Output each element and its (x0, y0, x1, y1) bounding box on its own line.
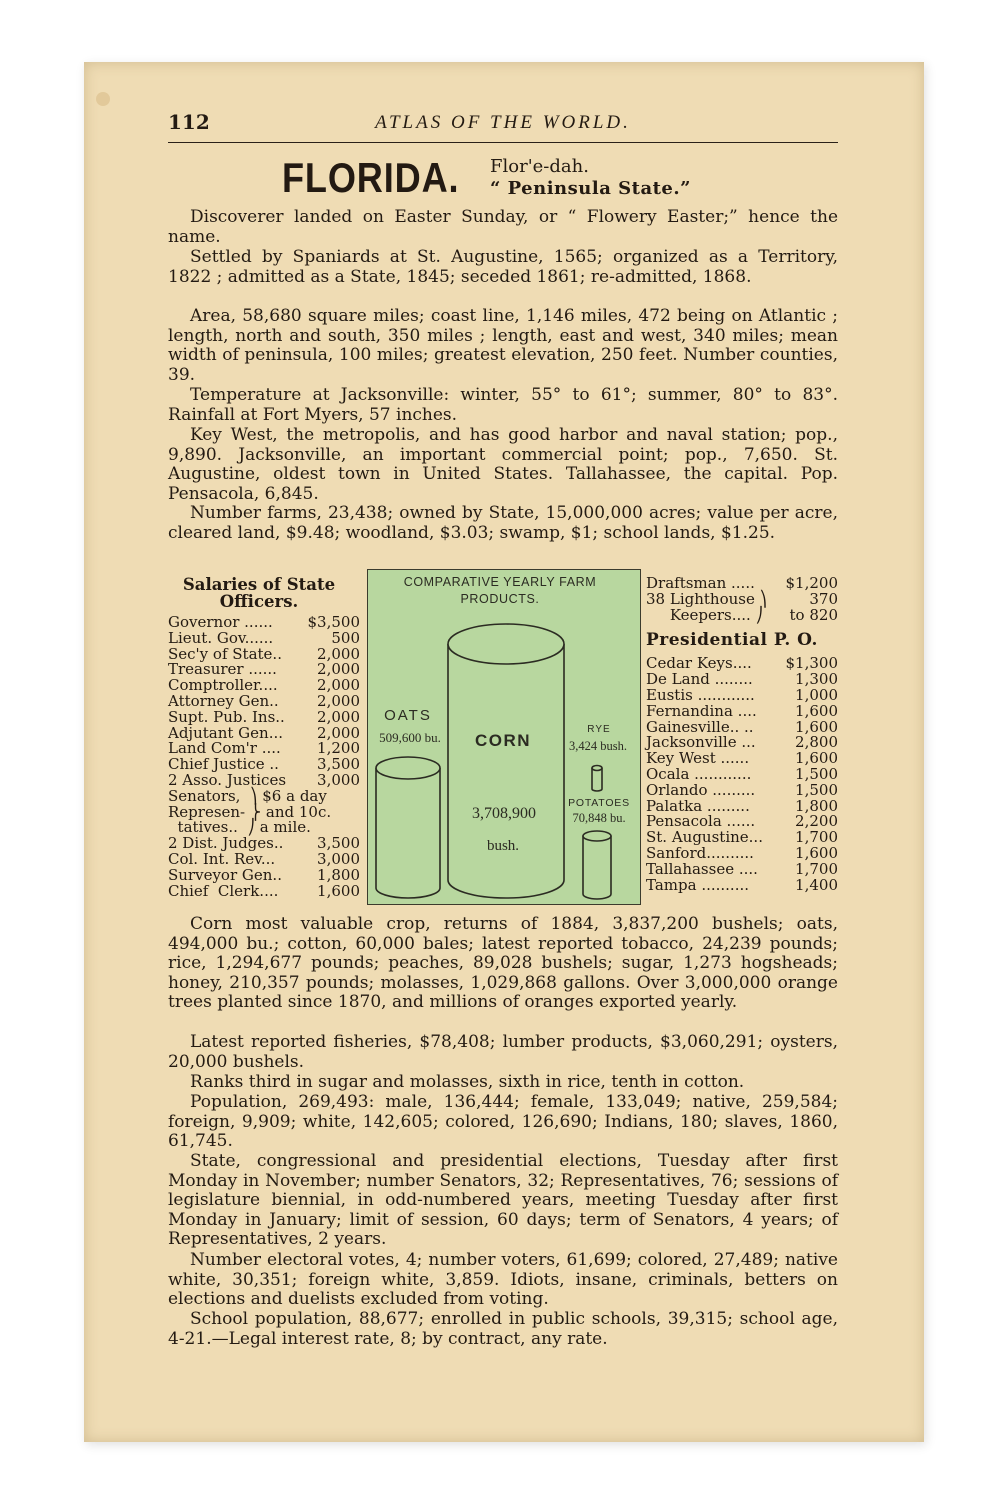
paragraph: School population, 88,677; enrolled in public schools, 39,315; school age, 4-21.—Legal interest rate, 8; by contract, any rate. (168, 1309, 838, 1349)
salary-row-value: 3,000 (317, 770, 360, 789)
pronunciation: Flor'e-dah. (490, 156, 589, 177)
rye-label: RYE (587, 724, 611, 735)
running-header (168, 110, 838, 143)
salary-row-label: Attorney Gen.. (168, 691, 279, 710)
salary-row-label: Chief Justice .. (168, 755, 279, 774)
salary-row-label: Chief Clerk.... (168, 881, 279, 900)
corn-unit: bush. (486, 838, 520, 854)
salary-row-value: 3,000 (317, 849, 360, 868)
oats-value: 509,600 bu. (379, 730, 441, 745)
right-column (646, 576, 838, 893)
staff-row-value: 370 (809, 589, 838, 608)
paragraph: Number farms, 23,438; owned by State, 15,000,000 acres; value per acre, cleared land, $9.48; woodland, $3.03; swamp, $1; school lands, $1.25. (168, 503, 838, 543)
potatoes-value: 70,848 bu. (572, 811, 626, 825)
post-office-row-label: Key West ...... (646, 749, 750, 768)
salary-row-label: Supt. Pub. Ins.. (168, 707, 285, 726)
paragraph: Corn most valuable crop, returns of 1884, 3,837,200 bushels; oats, 494,000 bu.; cotton, 60,000 bales; latest reported tobacco, 24,239 pounds; rice, 1,294,677 pounds; peaches, 89,028 bushels; sugar, 1,273 hogsheads; honey, 210,357 pounds; molasses, 1,029,868 gallons. Over 3,000,000 orange trees planted since 1870, and millions of oranges exported yearly. (168, 914, 838, 1013)
post-office-row-value: 1,600 (795, 717, 838, 736)
salary-row-label: Col. Int. Rev... (168, 849, 276, 868)
chart-title-line1: COMPARATIVE YEARLY FARM (403, 575, 597, 589)
salaries-column (168, 576, 360, 899)
salary-row-value: 1,800 (317, 865, 360, 884)
salary-row-label: Represen- ⎬ and 10c. (168, 802, 332, 821)
salary-row (168, 881, 360, 900)
po-heading: Presidential P. O. (646, 630, 818, 651)
post-office-row-label: Ocala ............ (646, 764, 752, 783)
post-office-row-value: 1,600 (795, 749, 838, 768)
staff-row-value: $1,200 (785, 574, 838, 592)
post-office-row-value: 1,600 (795, 843, 838, 862)
salary-row-label: Sec'y of State.. (168, 644, 282, 663)
corn-label: CORN (474, 731, 532, 750)
salary-row-value: 500 (331, 628, 360, 647)
salary-row-label: Lieut. Gov...... (168, 628, 274, 647)
rye-value: 3,424 bush. (569, 739, 627, 753)
salary-row-label: Senators, ⎞ $6 a day (168, 786, 327, 805)
post-office-row-label: Palatka ......... (646, 796, 750, 815)
chart-title-line2: PRODUCTS. (460, 592, 540, 606)
post-office-row-label: Sanford.......... (646, 843, 754, 862)
salary-row-label: 2 Dist. Judges.. (168, 834, 284, 853)
salary-row-value: 2,000 (317, 660, 360, 679)
post-office-row-label: St. Augustine... (646, 828, 763, 847)
post-office-row-value: 1,800 (795, 796, 838, 815)
running-title: ATLAS OF THE WORLD. (375, 112, 631, 133)
staff-row (646, 605, 838, 624)
salary-row-value: 2,000 (317, 676, 360, 695)
salaries-heading: Salaries of State Officers. (182, 575, 336, 611)
post-office-row-value: 1,600 (795, 701, 838, 720)
staff-row-value: to 820 (789, 605, 838, 624)
post-office-row-label: Jacksonville ... (646, 733, 756, 752)
post-office-row-label: Orlando ......... (646, 780, 756, 799)
post-office-row-value: 1,500 (795, 780, 838, 799)
post-office-row-label: Tampa .......... (646, 875, 750, 894)
paragraph: Number electoral votes, 4; number voters, 61,699; colored, 27,489; native white, 30,351; foreign white, 3,859. Idiots, insane, criminals, betters on elections and duelists excluded from voting. (168, 1250, 838, 1310)
nickname: “ Peninsula State.” (490, 178, 691, 199)
staff-row-label: Keepers.... ⎠ (646, 605, 764, 624)
paragraph: Key West, the metropolis, and has good harbor and naval station; pop., 9,890. Jacksonville, an important commercial point; pop., 7,650. St. Augustine, oldest town in United States. Tallahassee, the capital. Pop. Pensacola, 6,845. (168, 425, 838, 504)
post-office-row-label: Pensacola ...... (646, 812, 756, 831)
salary-row-label: Comptroller.... (168, 676, 278, 695)
salary-row-label: 2 Asso. Justices (168, 770, 287, 789)
post-office-row-value: $1,300 (785, 654, 838, 673)
oats-cylinder (376, 757, 440, 898)
paragraph: Area, 58,680 square miles; coast line, 1,146 miles, 472 being on Atlantic ; length, north and south, 350 miles ; length, east and west, 340 miles; mean width of peninsula, 100 miles; greatest elevation, 250 feet. Number counties, 39. (168, 306, 838, 385)
state-title: FLORIDA. (282, 154, 460, 201)
page-number: 112 (168, 110, 210, 134)
salary-row-value: 2,000 (317, 644, 360, 663)
salary-row-value: 2,000 (317, 691, 360, 710)
salary-row-label: Land Com'r .... (168, 739, 281, 758)
paragraph: Discoverer landed on Easter Sunday, or “ Flowery Easter;” hence the name. (168, 207, 838, 247)
salary-row-value: 1,200 (317, 739, 360, 758)
paragraph: State, congressional and presidential elections, Tuesday after first Monday in November; number Senators, 32; Representatives, 76; sessions of legislature biennial, in odd-numbered years, meeting Tuesday after first Monday in January; limit of session, 60 days; term of Senators, 4 years; of Representatives, 2 years. (168, 1151, 838, 1250)
corn-cylinder (448, 624, 564, 898)
post-office-row-value: 1,700 (795, 828, 838, 847)
post-office-row-value: 2,200 (795, 812, 838, 831)
salary-row-value: 2,000 (317, 723, 360, 742)
post-office-row-value: 1,700 (795, 859, 838, 878)
punch-hole (96, 92, 110, 106)
salary-row-value: 3,500 (317, 834, 360, 853)
salary-row-value: 3,500 (317, 755, 360, 774)
post-office-row-label: Eustis ............ (646, 685, 755, 704)
potatoes-label: POTATOES (568, 797, 630, 809)
corn-value: 3,708,900 (472, 805, 536, 822)
paragraph: Ranks third in sugar and molasses, sixth in rice, tenth in cotton. (190, 1072, 745, 1092)
post-office-row-value: 1,500 (795, 764, 838, 783)
post-office-row-value: 1,000 (795, 685, 838, 704)
staff-row-label: Draftsman ..... (646, 574, 755, 592)
post-office-row-label: Cedar Keys.... (646, 654, 752, 673)
post-office-row-value: 1,300 (795, 670, 838, 689)
salary-row-label: Governor ...... (168, 613, 273, 631)
paragraph: Latest reported fisheries, $78,408; lumber products, $3,060,291; oysters, 20,000 bushels. (168, 1032, 838, 1072)
post-office-row-label: Fernandina .... (646, 701, 757, 720)
post-office-row-value: 1,400 (795, 875, 838, 894)
salary-row-label: Surveyor Gen.. (168, 865, 282, 884)
salary-row-value: 2,000 (317, 707, 360, 726)
farm-products-chart (367, 569, 641, 905)
salary-row-label: tatives.. ⎠ a mile. (168, 818, 311, 837)
salary-row-label: Adjutant Gen... (168, 723, 283, 742)
salary-row-value: 1,600 (317, 881, 360, 900)
salary-row-value: $3,500 (307, 613, 360, 631)
oats-label: OATS (384, 707, 432, 724)
post-office-row-value: 2,800 (795, 733, 838, 752)
paragraph: Settled by Spaniards at St. Augustine, 1565; organized as a Territory, 1822 ; admitted as a State, 1845; seceded 1861; re-admitted, 1868. (168, 247, 838, 287)
staff-row-label: 38 Lighthouse ⎞ (646, 589, 768, 608)
post-office-row-label: Gainesville.. .. (646, 717, 754, 736)
post-office-row-label: Tallahassee .... (646, 859, 758, 878)
post-office-row-label: De Land ........ (646, 670, 753, 689)
potatoes-cylinder (583, 831, 611, 899)
paragraph: Temperature at Jacksonville: winter, 55° to 61°; summer, 80° to 83°. Rainfall at Fort Myers, 57 inches. (168, 385, 838, 425)
rye-cylinder (592, 766, 602, 792)
salary-row-label: Treasurer ...... (168, 660, 277, 679)
paragraph: Population, 269,493: male, 136,444; female, 133,049; native, 259,584; foreign, 9,909; white, 142,605; colored, 126,690; Indians, 180; slaves, 1860, 61,745. (168, 1092, 838, 1152)
post-office-row (646, 875, 838, 894)
